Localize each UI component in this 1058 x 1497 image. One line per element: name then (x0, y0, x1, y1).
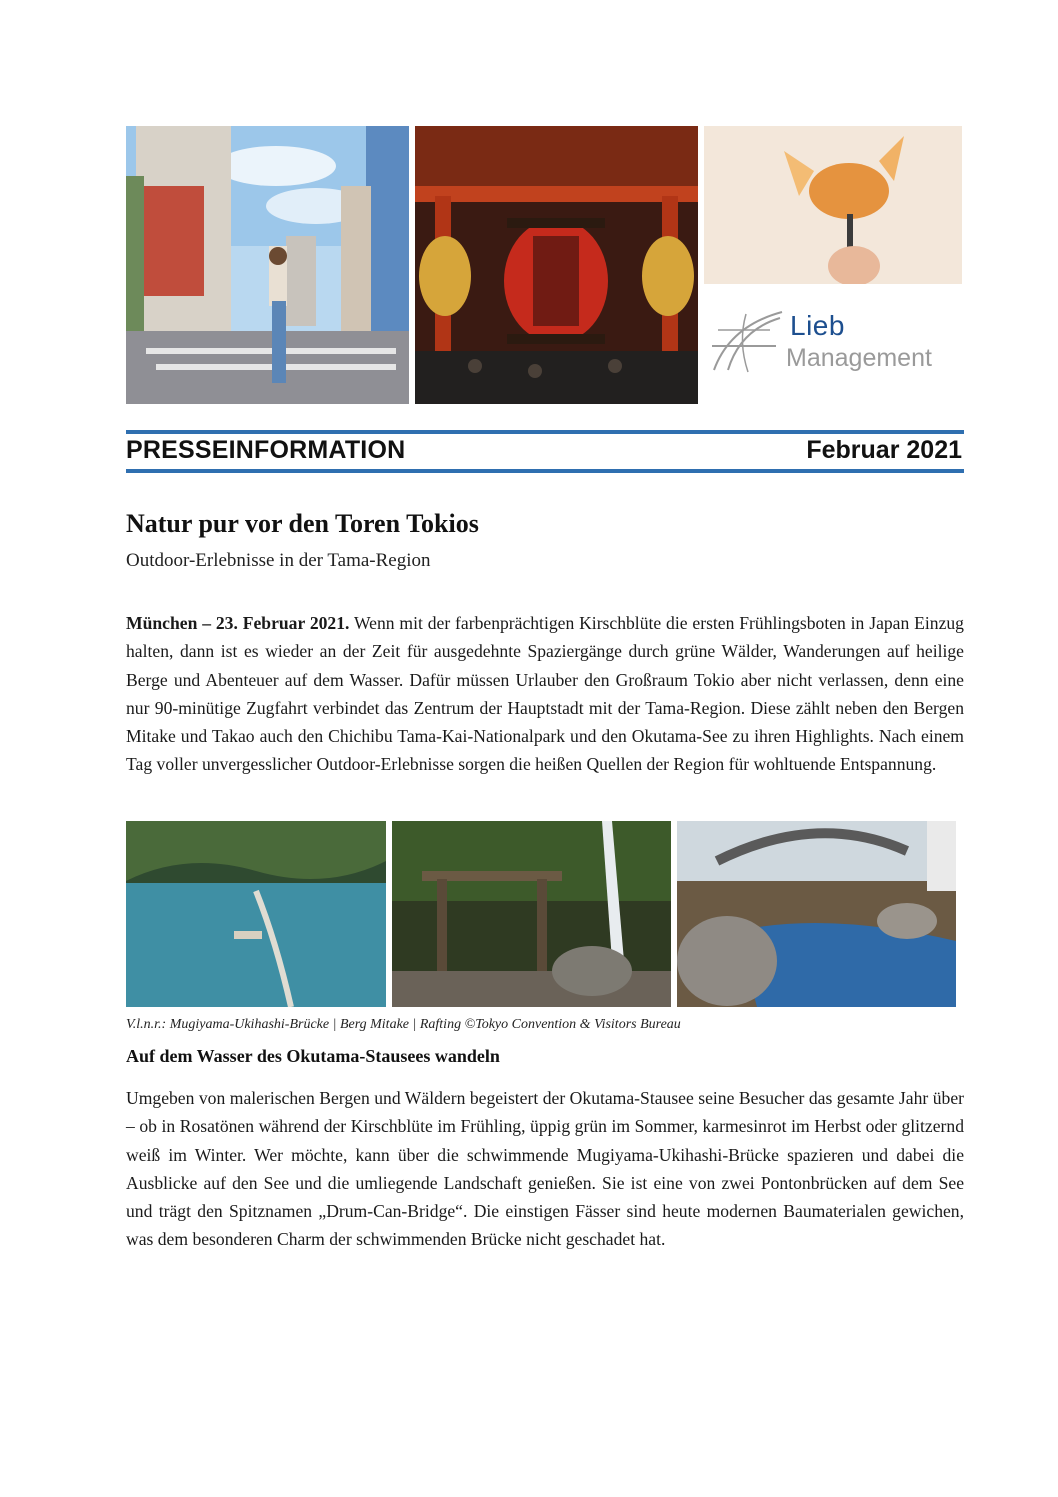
bottom-rule (126, 469, 964, 473)
dateline: München – 23. Februar 2021. (126, 613, 350, 633)
section-title: Auf dem Wasser des Okutama-Stausees wandeln (126, 1046, 500, 1066)
press-label: PRESSEINFORMATION (126, 436, 406, 464)
photo-caption: V.l.n.r.: Mugiyama-Ukihashi-Brücke | Berg Mitake | Rafting ©Tokyo Convention & Visitors Bureau (126, 1017, 681, 1032)
article-title: Natur pur vor den Toren Tokios (126, 509, 479, 538)
logo-word-lieb: Lieb (790, 310, 845, 341)
section-paragraph: Umgeben von malerischen Bergen und Wäldern begeistert der Okutama-Stausee seine Besucher das gesamte Jahr über – ob in Rosatönen während der Kirschblüte im Frühling, üppig grün im Sommer, karmesinrot im Herbst oder glitzernd weiß im Winter. Wer möchte, kann über die schwimmende Mugiyama-Ukihashi-Brücke spazieren und dabei die Ausblicke auf den See und die umliegende Landschaft genießen. Sie ist eine von zwei Pontonbrücken auf dem See und trägt den Spitznamen „Drum-Can-Bridge“. Die einstigen Fässer sind heute modernen Baumaterialen gewichen, was dem besonderen Charm der schwimmenden Brücke nicht geschadet hat. (126, 1088, 964, 1250)
top-rule (126, 430, 964, 434)
bridge-lake-photo (126, 821, 386, 1007)
shibuya-street-photo (126, 126, 409, 404)
intro-paragraph (126, 609, 964, 779)
goldfish-candy-photo (704, 126, 962, 284)
press-date: Februar 2021 (806, 436, 962, 464)
rafting-river-photo (677, 821, 956, 1007)
logo-globe-icon (710, 306, 784, 376)
asakusa-lantern-photo (415, 126, 698, 404)
lieb-management-logo (706, 300, 962, 386)
mitake-shrine-photo (392, 821, 671, 1007)
logo-word-management: Management (786, 344, 932, 372)
article-subtitle: Outdoor-Erlebnisse in der Tama-Region (126, 550, 431, 571)
intro-text: Wenn mit der farbenprächtigen Kirschblüte die ersten Frühlingsboten in Japan Einzug halten, dann ist es wieder an der Zeit für ausgedehnte Spaziergänge durch grüne Wälder, Wanderungen auf heilige Berge und Abenteuer auf dem Wasser. Dafür müssen Urlauber den Großraum Tokio aber nicht verlassen, denn eine nur 90-minütige Zugfahrt verbindet das Zentrum der Hauptstadt mit der Tama-Region. Diese zählt neben den Bergen Mitake und Takao auch den Chichibu Tama-Kai-Nationalpark und den Okutama-See zu ihren Highlights. Nach einem Tag voller unvergesslicher Outdoor-Erlebnisse sorgen die heißen Quellen der Region für wohltuende Entspannung. (126, 613, 964, 775)
